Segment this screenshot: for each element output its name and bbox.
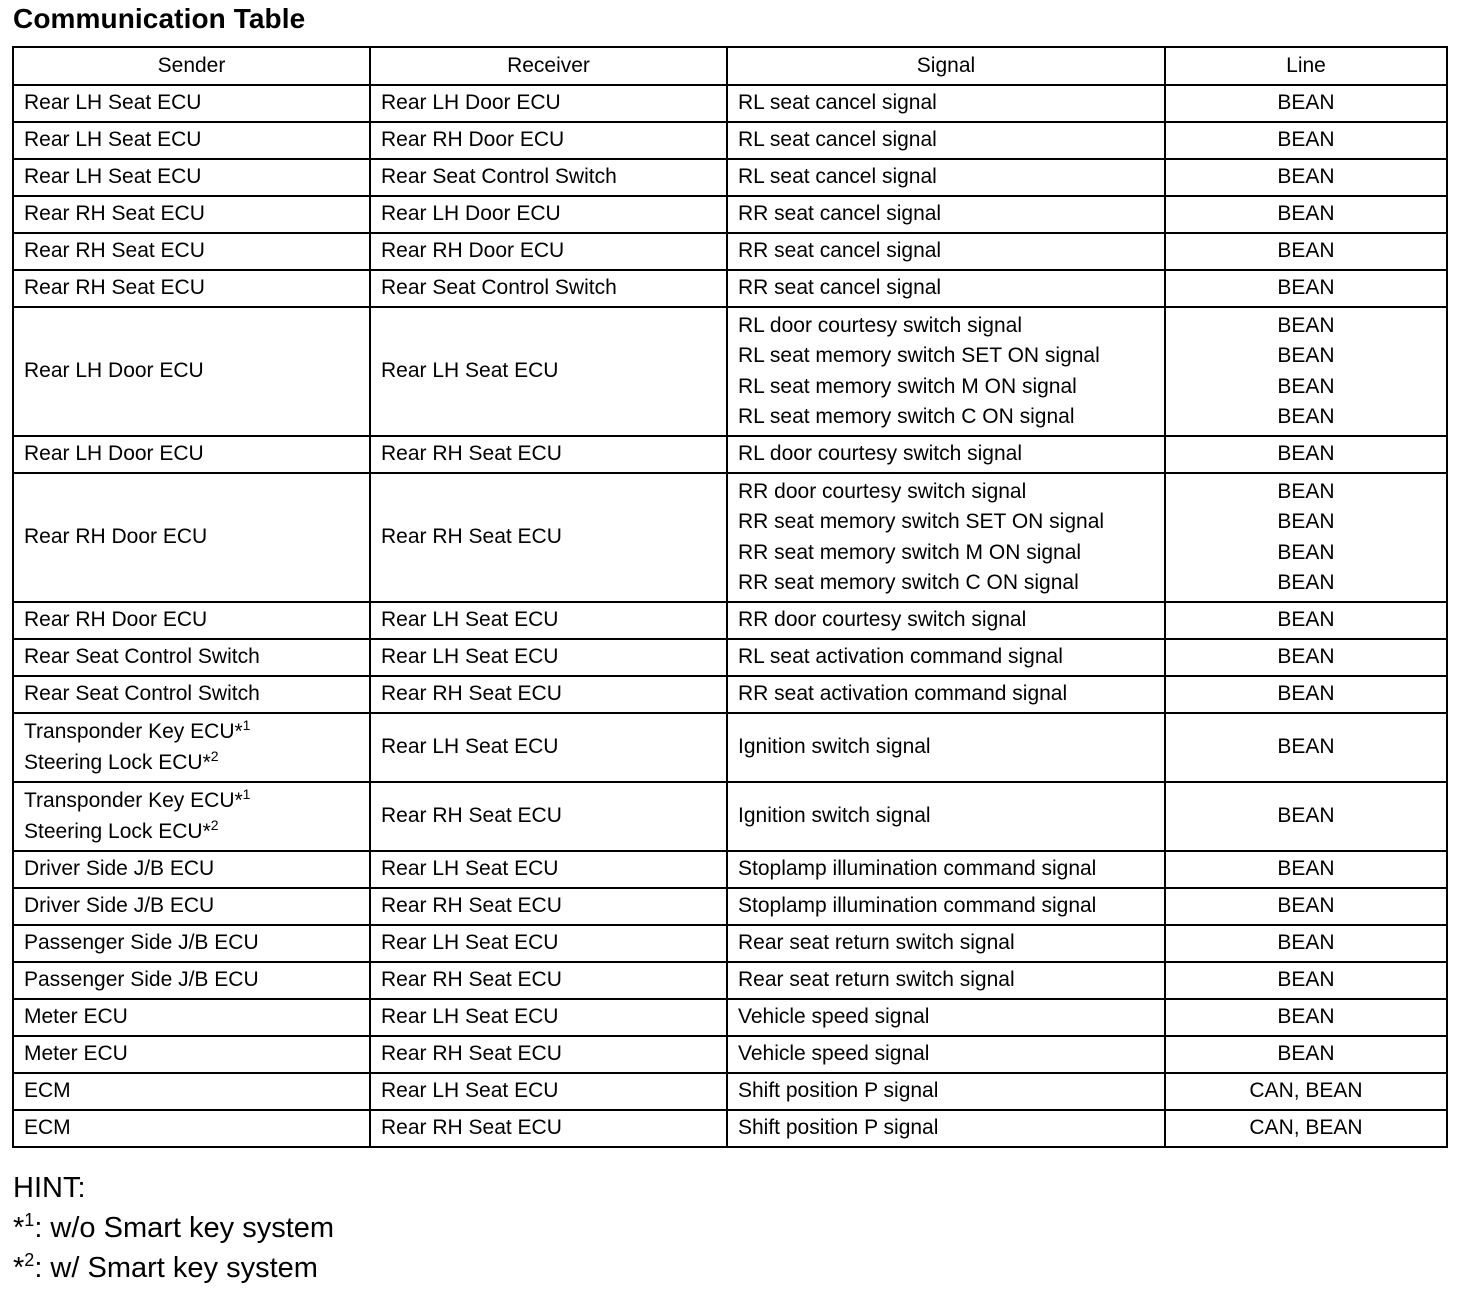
cell-receiver: Rear RH Seat ECU (370, 1110, 727, 1147)
cell-sender: Meter ECU (13, 999, 370, 1036)
cell-sender: Rear RH Door ECU (13, 473, 370, 602)
cell-receiver: Rear RH Seat ECU (370, 888, 727, 925)
cell-line: BEAN (1165, 122, 1447, 159)
cell-receiver: Rear RH Seat ECU (370, 676, 727, 713)
cell-line: BEAN (1165, 888, 1447, 925)
cell-receiver: Rear RH Seat ECU (370, 1036, 727, 1073)
cell-line: BEAN (1165, 602, 1447, 639)
table-row (13, 999, 1447, 1036)
table-row (13, 233, 1447, 270)
cell-line: BEAN (1165, 676, 1447, 713)
cell-signal: Vehicle speed signal (727, 1036, 1165, 1073)
cell-line: BEAN (1165, 962, 1447, 999)
cell-receiver: Rear Seat Control Switch (370, 159, 727, 196)
cell-signal: RR door courtesy switch signal (727, 602, 1165, 639)
table-row (13, 1036, 1447, 1073)
cell-sender: Rear RH Seat ECU (13, 270, 370, 307)
cell-signal: Vehicle speed signal (727, 999, 1165, 1036)
cell-sender: Rear LH Seat ECU (13, 159, 370, 196)
cell-signal: RR seat cancel signal (727, 196, 1165, 233)
cell-receiver: Rear LH Seat ECU (370, 851, 727, 888)
hint-note: *$^1$: w/o Smart key system (13, 1210, 335, 1244)
cell-line: BEAN (1165, 85, 1447, 122)
cell-sender: Passenger Side J/B ECU (13, 962, 370, 999)
cell-signal: RL door courtesy switch signal (727, 436, 1165, 473)
cell-sender: Rear RH Door ECU (13, 602, 370, 639)
cell-sender: Driver Side J/B ECU (13, 851, 370, 888)
hint-label: HINT: (13, 1172, 86, 1204)
cell-receiver: Rear RH Seat ECU (370, 436, 727, 473)
cell-receiver: Rear RH Seat ECU (370, 962, 727, 999)
cell-receiver: Rear LH Seat ECU (370, 925, 727, 962)
page-title: Communication Table (13, 3, 306, 34)
cell-signal: Rear seat return switch signal (727, 962, 1165, 999)
cell-signal: RL seat cancel signal (727, 85, 1165, 122)
cell-receiver: Rear LH Seat ECU (370, 307, 727, 436)
cell-sender: Transponder Key ECU*$^1$ Steering Lock ECU*$^2$ (13, 713, 370, 782)
table-row (13, 270, 1447, 307)
table-row (13, 1110, 1447, 1147)
cell-line: BEAN (1165, 851, 1447, 888)
cell-sender: ECM (13, 1110, 370, 1147)
header-signal: Signal (727, 47, 1165, 85)
cell-receiver: Rear LH Seat ECU (370, 639, 727, 676)
cell-receiver: Rear LH Seat ECU (370, 999, 727, 1036)
cell-receiver: Rear LH Door ECU (370, 196, 727, 233)
cell-sender: Meter ECU (13, 1036, 370, 1073)
cell-line: BEAN (1165, 233, 1447, 270)
hint-section (13, 1168, 334, 1288)
cell-line: BEAN (1165, 270, 1447, 307)
header-receiver: Receiver (370, 47, 727, 85)
cell-signal: Stoplamp illumination command signal (727, 888, 1165, 925)
cell-line: BEAN BEAN BEAN BEAN (1165, 473, 1447, 602)
table-row (13, 436, 1447, 473)
cell-sender: Passenger Side J/B ECU (13, 925, 370, 962)
cell-signal: Shift position P signal (727, 1110, 1165, 1147)
cell-sender: Rear Seat Control Switch (13, 639, 370, 676)
table-row (13, 196, 1447, 233)
cell-sender: Rear LH Door ECU (13, 307, 370, 436)
cell-sender: Rear LH Seat ECU (13, 122, 370, 159)
table-row (13, 851, 1447, 888)
cell-receiver: Rear LH Seat ECU (370, 1073, 727, 1110)
cell-sender: Rear LH Door ECU (13, 436, 370, 473)
cell-receiver: Rear LH Seat ECU (370, 713, 727, 782)
cell-line: BEAN (1165, 436, 1447, 473)
cell-sender: ECM (13, 1073, 370, 1110)
cell-line: BEAN BEAN BEAN BEAN (1165, 307, 1447, 436)
cell-signal: RL seat cancel signal (727, 159, 1165, 196)
table-row (13, 639, 1447, 676)
communication-table (12, 46, 1448, 1148)
cell-receiver: Rear LH Seat ECU (370, 602, 727, 639)
cell-sender: Driver Side J/B ECU (13, 888, 370, 925)
table-row (13, 85, 1447, 122)
table-row (13, 782, 1447, 851)
cell-line: BEAN (1165, 999, 1447, 1036)
table-row (13, 676, 1447, 713)
table-row (13, 1073, 1447, 1110)
table-row (13, 122, 1447, 159)
cell-signal: RR seat activation command signal (727, 676, 1165, 713)
header-sender: Sender (13, 47, 370, 85)
cell-signal: RR door courtesy switch signal RR seat memory switch SET ON signal RR seat memory switch M ON signal RR seat memory switch C ON signal (727, 473, 1165, 602)
cell-line: CAN, BEAN (1165, 1073, 1447, 1110)
table-header-row (13, 47, 1447, 85)
cell-receiver: Rear RH Seat ECU (370, 473, 727, 602)
cell-sender: Rear RH Seat ECU (13, 233, 370, 270)
cell-line: BEAN (1165, 925, 1447, 962)
cell-line: BEAN (1165, 159, 1447, 196)
cell-sender: Rear Seat Control Switch (13, 676, 370, 713)
cell-line: BEAN (1165, 782, 1447, 851)
cell-line: BEAN (1165, 639, 1447, 676)
cell-signal: Ignition switch signal (727, 782, 1165, 851)
cell-signal: RL door courtesy switch signal RL seat memory switch SET ON signal RL seat memory switch M ON signal RL seat memory switch C ON signal (727, 307, 1165, 436)
cell-line: BEAN (1165, 196, 1447, 233)
cell-signal: RL seat activation command signal (727, 639, 1165, 676)
cell-signal: Rear seat return switch signal (727, 925, 1165, 962)
table-row (13, 713, 1447, 782)
cell-signal: RR seat cancel signal (727, 270, 1165, 307)
cell-receiver: Rear RH Seat ECU (370, 782, 727, 851)
cell-line: CAN, BEAN (1165, 1110, 1447, 1147)
table-row (13, 962, 1447, 999)
cell-signal: RR seat cancel signal (727, 233, 1165, 270)
cell-signal: Stoplamp illumination command signal (727, 851, 1165, 888)
cell-signal: RL seat cancel signal (727, 122, 1165, 159)
cell-receiver: Rear Seat Control Switch (370, 270, 727, 307)
cell-sender: Transponder Key ECU*$^1$ Steering Lock ECU*$^2$ (13, 782, 370, 851)
cell-receiver: Rear LH Door ECU (370, 85, 727, 122)
cell-line: BEAN (1165, 1036, 1447, 1073)
table-body (13, 85, 1447, 1147)
cell-signal: Ignition switch signal (727, 713, 1165, 782)
cell-receiver: Rear RH Door ECU (370, 233, 727, 270)
table-row (13, 888, 1447, 925)
cell-signal: Shift position P signal (727, 1073, 1165, 1110)
table-row (13, 602, 1447, 639)
table-row (13, 159, 1447, 196)
cell-sender: Rear RH Seat ECU (13, 196, 370, 233)
cell-line: BEAN (1165, 713, 1447, 782)
cell-receiver: Rear RH Door ECU (370, 122, 727, 159)
table-row (13, 473, 1447, 602)
cell-sender: Rear LH Seat ECU (13, 85, 370, 122)
table-row (13, 307, 1447, 436)
hint-note: *$^2$: w/ Smart key system (13, 1250, 318, 1284)
table-row (13, 925, 1447, 962)
header-line: Line (1165, 47, 1447, 85)
